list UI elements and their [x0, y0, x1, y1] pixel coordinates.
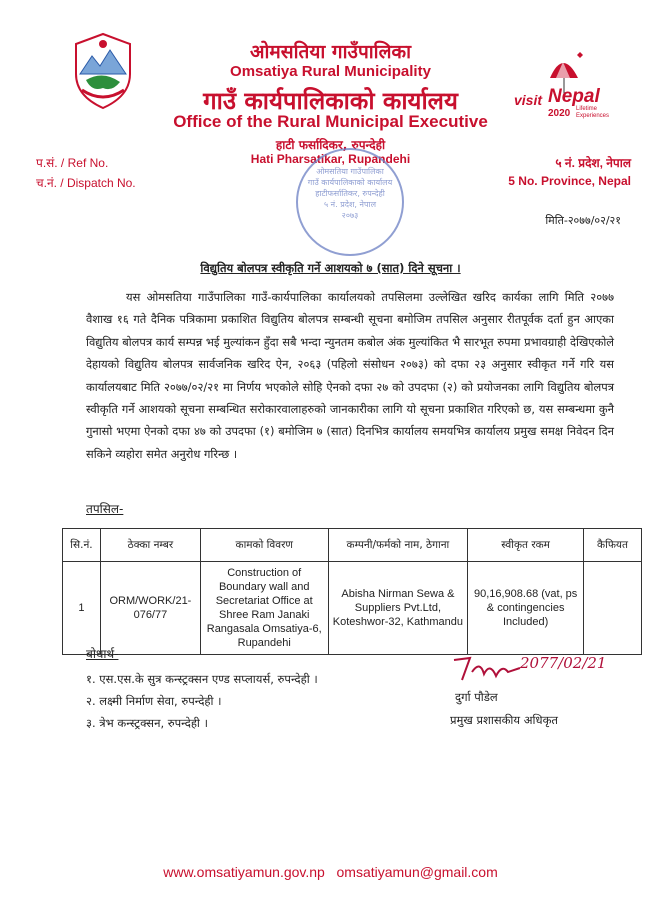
municipality-name-en: Omsatiya Rural Municipality: [230, 63, 431, 80]
stamp-line: हाटीफर्सातिकर, रुपन्देही: [315, 189, 385, 198]
tagline-text: Lifetime Experiences: [576, 106, 610, 119]
province-ne: ५ नं. प्रदेश, नेपाल: [555, 156, 631, 170]
letter-date: मिति-२०७७/०२/२१: [545, 214, 621, 227]
table-row: [63, 562, 642, 655]
address-ne: हाटी फर्सादिकर, रुपन्देही: [275, 138, 386, 152]
cell-sn: 1: [63, 562, 101, 655]
signatory-name: दुर्गा पौडेल: [455, 690, 498, 704]
col-header: कामको विवरण: [200, 529, 328, 562]
office-name-ne: गाउँ कार्यपालिकाको कार्यालय: [203, 87, 458, 115]
col-header: स्वीकृत रकम: [468, 529, 584, 562]
visit-text: visit: [514, 92, 543, 108]
col-header: कैफियत: [584, 529, 642, 562]
office-stamp: [296, 148, 404, 256]
footer-website: www.omsatiyamun.gov.np: [163, 864, 325, 880]
cc-item: १. एस.एस.के सुत्र कन्स्ट्रक्सन एण्ड सप्लायर्स, रुपन्देही ।: [86, 672, 318, 686]
stamp-line: गाउँ कार्यपालिकाको कार्यालय: [307, 178, 393, 187]
cc-item: २. लक्ष्मी निर्माण सेवा, रुपन्देही ।: [86, 694, 222, 708]
cell-amount: 90,16,908.68 (vat, ps & contingencies Included): [468, 562, 584, 655]
ref-no-label: प.सं. / Ref No.: [36, 156, 109, 170]
municipality-name-ne: ओमसतिया गाउँपालिका: [249, 41, 411, 63]
year-text: 2020: [548, 108, 571, 119]
cell-remarks: [584, 562, 642, 655]
col-header: कम्पनी/फर्मको नाम, ठेगाना: [328, 529, 468, 562]
footer-email: omsatiyamun@gmail.com: [336, 864, 498, 880]
stamp-line: ५ नं. प्रदेश, नेपाल: [323, 200, 377, 209]
bid-table: [62, 528, 642, 655]
stamp-line: २०७३: [341, 211, 359, 220]
cc-label: बोधार्थ-: [86, 647, 119, 661]
notice-subject-text: विद्युतिय बोलपत्र स्वीकृति गर्ने आशयको ७ (सात) दिने सूचना ।: [200, 261, 461, 275]
cell-work-description: Construction of Boundary wall and Secretariat Office at Shree Ram Janaki Rangasala Omsatiya-6, Rupandehi: [200, 562, 328, 655]
cell-contract-no: ORM/WORK/21-076/77: [100, 562, 200, 655]
notice-body: यस ओमसतिया गाउँपालिका गाउँ-कार्यपालिका कार्यालयको तपसिलमा उल्लेखित खरिद कार्यका लागि मिति २०७७ वैशाख १६ गते दैनिक पत्रिकामा प्रकाशित विद्युतिय बोलपत्र सम्बन्धी सूचना बमोजिम तपसिल अनुसार रीतपूर्वक दर्ता हुन आएका विद्युतिय बोलपत्र कार्य सम्पन्न भई मुल्यांकन हुँदा सबै भन्दा न्युनतम कबोल अंक मुल्यांकित भै सारभूत रुपमा प्रभावग्राही देखिएकोले देहायको विद्युतिय बोलपत्र सार्वजनिक खरिद ऐन, २०६३ (पहिलो संसोधन २०७३) को दफा २३ अनुसार स्वीकृत गर्ने गरि यस कार्यालयबाट मिति २०७७/०२/२१ मा निर्णय भएकोले सोहि ऐनको दफा २७ को उपदफा (२) को प्रयोजनका लागि विद्युतिय बोलपत्र स्वीकृति गर्ने आशयको सूचना सम्बन्धित सरोकारवालाहरुको जानकारीका लागि यो सूचना प्रकाशित गरिएको छ, यस सम्बन्धमा कुनै गुनासो भएमा ऐनको दफा ४७ को उपदफा (१) बमोजिम ७ (सात) दिनभित्र कार्यालय समयभित्र कार्यालय प्रमुख समक्ष निवेदन दिन सकिने व्यहोरा समेत अनुरोध गरिन्छ ।: [86, 290, 614, 461]
signature-date-handwritten: 2077/02/21: [520, 654, 607, 672]
col-header: सि.नं.: [63, 529, 101, 562]
cell-company: Abisha Nirman Sewa & Suppliers Pvt.Ltd, Koteshwor-32, Kathmandu: [328, 562, 468, 655]
province-en: 5 No. Province, Nepal: [508, 174, 631, 188]
details-label: तपसिल-: [86, 502, 124, 516]
footer-contact: [0, 864, 661, 880]
address-en: Hati Pharsatikar, Rupandehi: [250, 152, 411, 166]
cc-item: ३. त्रेभ कन्स्ट्रक्सन, रुपन्देही ।: [86, 716, 208, 730]
signatory-title: प्रमुख प्रशासकीय अधिकृत: [450, 713, 558, 727]
notice-subject: [0, 261, 661, 276]
office-name-en: Office of the Rural Municipal Executive: [173, 112, 488, 131]
table-header-row: [63, 529, 642, 562]
stamp-line: ओमसतिया गाउँपालिका: [316, 167, 384, 176]
col-header: ठेक्का नम्बर: [100, 529, 200, 562]
dispatch-no-label: च.नं. / Dispatch No.: [36, 176, 136, 190]
nepal-text: Nepal: [548, 86, 600, 107]
